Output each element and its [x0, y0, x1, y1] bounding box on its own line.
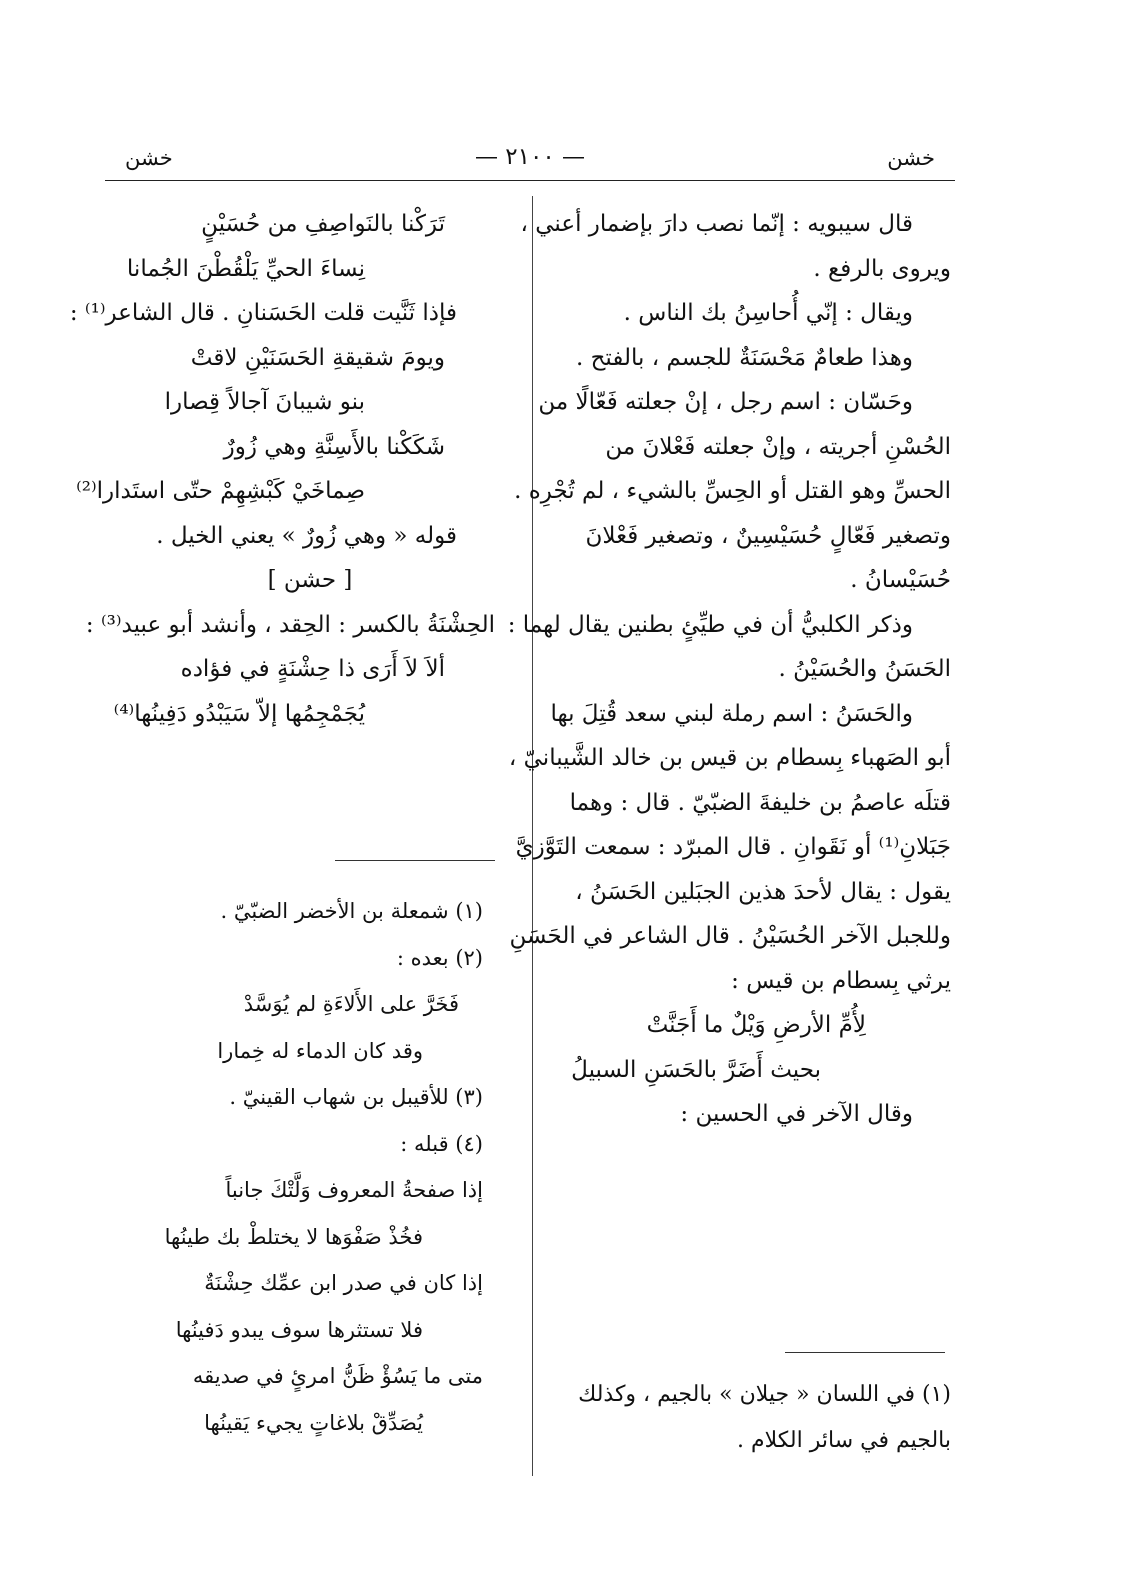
right-column [507, 202, 951, 1137]
footnote-line: (١) شمعلة بن الأخضر الضبّيّ . [220, 899, 483, 923]
text-line: قوله « وهي زُورٌ » يعني الخيل . [156, 522, 457, 549]
verse-line: شَكَكْنا بالأَسِنَّةِ وهي زُورٌ [223, 433, 445, 460]
text-line: وذكر الكلبيُّ أن في طيِّئٍ بطنين يقال لهما : [507, 611, 913, 638]
verse-line: ألاَ لاَ أَرَى ذا حِشْنَةٍ في فؤاده [180, 656, 445, 682]
entry-heading: [ حشن ] [267, 567, 353, 593]
text-line: الحِشْنَةُ بالكسر : الحِقد ، وأنشد أبو عبيد⁽³⁾ : [85, 611, 495, 638]
footnote-verse: إذا كان في صدر ابن عمِّك حِشْنَةٌ [204, 1271, 483, 1295]
text-line: وحَسّان : اسم رجل ، إنْ جعلته فَعّالًا من [538, 389, 913, 415]
text-line: وقال الآخر في الحسين : [680, 1101, 913, 1127]
right-footnotes [551, 1372, 951, 1464]
footnote-line: (٤) قبله : [400, 1131, 483, 1156]
left-column [69, 202, 495, 736]
text-line: وتصغير فَعّالٍ حُسَيْسِينٌ ، وتصغير فَعْلانَ [585, 522, 951, 549]
verse-line: لِأُمِّ الأرضِ وَيْلٌ ما أَجَنَّتْ [646, 1012, 866, 1038]
footnote-line: (٢) بعده : [396, 945, 483, 970]
header-root-left: خشن [125, 146, 173, 170]
text-line: الحَسَنُ والحُسَيْنُ . [778, 656, 951, 682]
verse-line: ويومَ شقيقةِ الحَسَنَيْنِ لاقتْ [190, 344, 445, 371]
page-header [105, 140, 955, 180]
text-line: وهذا طعامٌ مَحْسَنَةٌ للجسم ، بالفتح . [575, 344, 913, 371]
verse-line: بنو شيبانَ آجالاً قِصارا [164, 389, 365, 415]
text-line: فإذا ثَنَّيت قلت الحَسَنانِ . قال الشاعر⁽¹⁾ : [69, 300, 457, 326]
verse-line: نِساءَ الحيِّ يَلْقُطْنَ الجُمانا [126, 255, 365, 282]
footnote-verse: إذا صفحةُ المعروف وَلَّتْكَ جانباً [225, 1178, 483, 1202]
footnote-verse: يُصَدِّقْ بلاغاتٍ يجيء يَقينُها [204, 1410, 423, 1435]
page-number: — ٢١٠٠ — [474, 144, 586, 170]
footnote-verse: فخُذْ صَفْوَها لا يختلطْ بك طينُها [164, 1224, 423, 1249]
left-footnotes [123, 888, 483, 1446]
footnote-line: (٣) للأقيبل بن شهاب القينيّ . [229, 1085, 483, 1109]
footnote-verse: وقد كان الدماء له خِمارا [217, 1038, 423, 1063]
text-line: يقول : يقال لأحدَ هذين الجبَلين الحَسَنُ ، [575, 878, 951, 905]
text-line: قال سيبويه : إنّما نصب دارَ بإضمار أعني ، [520, 211, 913, 237]
text-line: وللجبل الآخر الحُسَيْنُ . قال الشاعر في الحَسَنِ [509, 923, 951, 949]
footnote-verse: متى ما يَسُؤْ ظَنُّ امرئٍ في صديقه [192, 1364, 483, 1388]
footnote-line: بالجيم في سائر الكلام . [737, 1428, 951, 1453]
header-rule [105, 180, 955, 181]
verse-line: يُجَمْجِمُها إلاّ سَيَبْدُو دَفِينُها⁽⁴⁾ [113, 700, 365, 727]
footnote-rule [785, 1352, 945, 1353]
text-line: أبو الصَهباء بِسطام بن قيس بن خالد الشَّيبانيّ ، [508, 745, 951, 771]
footnote-rule [335, 860, 495, 861]
footnote-verse: فَخَرَّ على الأَلاءَةِ لم يُوَسَّدْ [243, 992, 459, 1016]
verse-line: بحيث أَضَرَّ بالحَسَنِ السبيلُ [571, 1056, 821, 1083]
text-line: الحسِّ وهو القتل أو الحِسِّ بالشيء ، لم تُجْرِه . [514, 478, 951, 504]
verse-line: صِماخَيْ كَبْشِهِمْ حتّى استَدارا⁽²⁾ [76, 478, 365, 504]
text-line: قتلَه عاصمُ بن خليفةَ الضبّيّ . قال : وهما [569, 789, 951, 816]
header-root-right: خشن [887, 146, 935, 170]
text-line: يرثي بِسطام بن قيس : [731, 967, 951, 994]
text-line: الحُسْنِ أجريته ، وإنْ جعلته فَعْلانَ من [605, 433, 951, 460]
footnote-line: (١) في اللسان « جيلان » بالجيم ، وكذلك [578, 1382, 951, 1407]
text-line: ويروى بالرفع . [813, 255, 951, 282]
text-line: ويقال : إنّي أُحاسِنُ بك الناس . [623, 300, 913, 326]
verse-line: تَرَكْنا بالنَواصِفِ من حُسَيْنٍ [201, 211, 445, 237]
text-line: حُسَيْسانُ . [850, 567, 951, 593]
footnote-verse: فلا تستثرها سوف يبدو دَفينُها [175, 1317, 423, 1342]
text-line: جَبَلانِ⁽¹⁾ أو نَقَوانِ . قال المبرّد : سمعت التَوَّزيَّ [515, 834, 951, 860]
text-line: والحَسَنُ : اسم رملة لبني سعد قُتِلَ بها [550, 700, 913, 727]
